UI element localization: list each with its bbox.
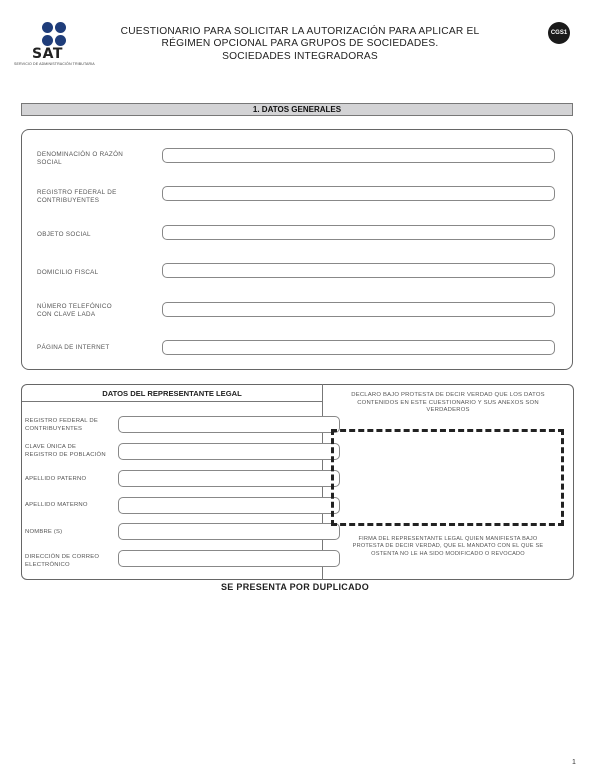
domicilio-fiscal-input[interactable]: [162, 263, 555, 278]
rep-label-nombre: NOMBRE (S): [25, 529, 63, 535]
rep-label-apellido-paterno: APELLIDO PATERNO: [25, 476, 87, 482]
signature-box[interactable]: [331, 429, 564, 526]
rep-correo-input[interactable]: [118, 550, 340, 567]
form-code-badge: CGS1: [548, 22, 570, 44]
sat-logo: [14, 22, 96, 68]
rep-label-curp: CLAVE ÚNICA DE REGISTRO DE POBLACIÓN: [25, 444, 106, 458]
rep-label-apellido-materno: APELLIDO MATERNO: [25, 502, 88, 508]
field-label-denominacion: DENOMINACIÓN O RAZÓN SOCIAL: [37, 151, 124, 166]
form-title-line: RÉGIMEN OPCIONAL PARA GRUPOS DE SOCIEDADES.: [161, 38, 439, 50]
rfc-input[interactable]: [162, 186, 555, 201]
field-label-telefono: NÚMERO TELEFÓNICO CON CLAVE LADA: [37, 303, 112, 318]
rep-apellido-paterno-input[interactable]: [118, 470, 340, 487]
field-label-rfc: REGISTRO FEDERAL DE CONTRIBUYENTES: [37, 189, 117, 204]
field-label-domicilio: DOMICILIO FISCAL: [37, 269, 99, 276]
field-label-objeto-social: OBJETO SOCIAL: [37, 231, 91, 238]
rep-label-rfc: REGISTRO FEDERAL DE CONTRIBUYENTES: [25, 418, 98, 432]
signature-caption: FIRMA DEL REPRESENTANTE LEGAL QUIEN MANIFIESTA BAJO PROTESTA DE DECIR VERDAD, QUE EL MANDATO CON EL QUE SE OSTENTA NO LE HA SIDO MODIFICADO O REVOCADO: [352, 536, 544, 557]
rep-curp-input[interactable]: [118, 443, 340, 460]
declaration-text: DECLARO BAJO PROTESTA DE DECIR VERDAD QUE LOS DATOS CONTENIDOS EN ESTE CUESTIONARIO Y SUS ANEXOS SON VERDADEROS: [351, 392, 545, 414]
objeto-social-input[interactable]: [162, 225, 555, 240]
rep-apellido-materno-input[interactable]: [118, 497, 340, 514]
rep-nombre-input[interactable]: [118, 523, 340, 540]
rep-rfc-input[interactable]: [118, 416, 340, 433]
field-label-pagina-internet: PÁGINA DE INTERNET: [37, 344, 110, 351]
denominacion-input[interactable]: [162, 148, 555, 163]
sat-logo-mark-icon: [42, 22, 68, 48]
representative-heading: DATOS DEL REPRESENTANTE LEGAL: [22, 385, 322, 402]
rep-label-correo: DIRECCIÓN DE CORREO ELECTRÓNICO: [25, 554, 100, 568]
page-number: 1: [572, 759, 576, 766]
form-title: [100, 26, 500, 63]
logo-subtitle: SERVICIO DE ADMINISTRACIÓN TRIBUTARIA: [14, 62, 95, 66]
logo-text: SAT: [32, 46, 63, 62]
duplicate-note: SE PRESENTA POR DUPLICADO: [220, 582, 369, 592]
form-title-line: CUESTIONARIO PARA SOLICITAR LA AUTORIZACIÓN PARA APLICAR EL: [120, 26, 480, 37]
form-title-line: SOCIEDADES INTEGRADORAS: [222, 50, 378, 62]
telefono-input[interactable]: [162, 302, 555, 317]
section-heading: 1. DATOS GENERALES: [21, 103, 573, 116]
pagina-internet-input[interactable]: [162, 340, 555, 355]
